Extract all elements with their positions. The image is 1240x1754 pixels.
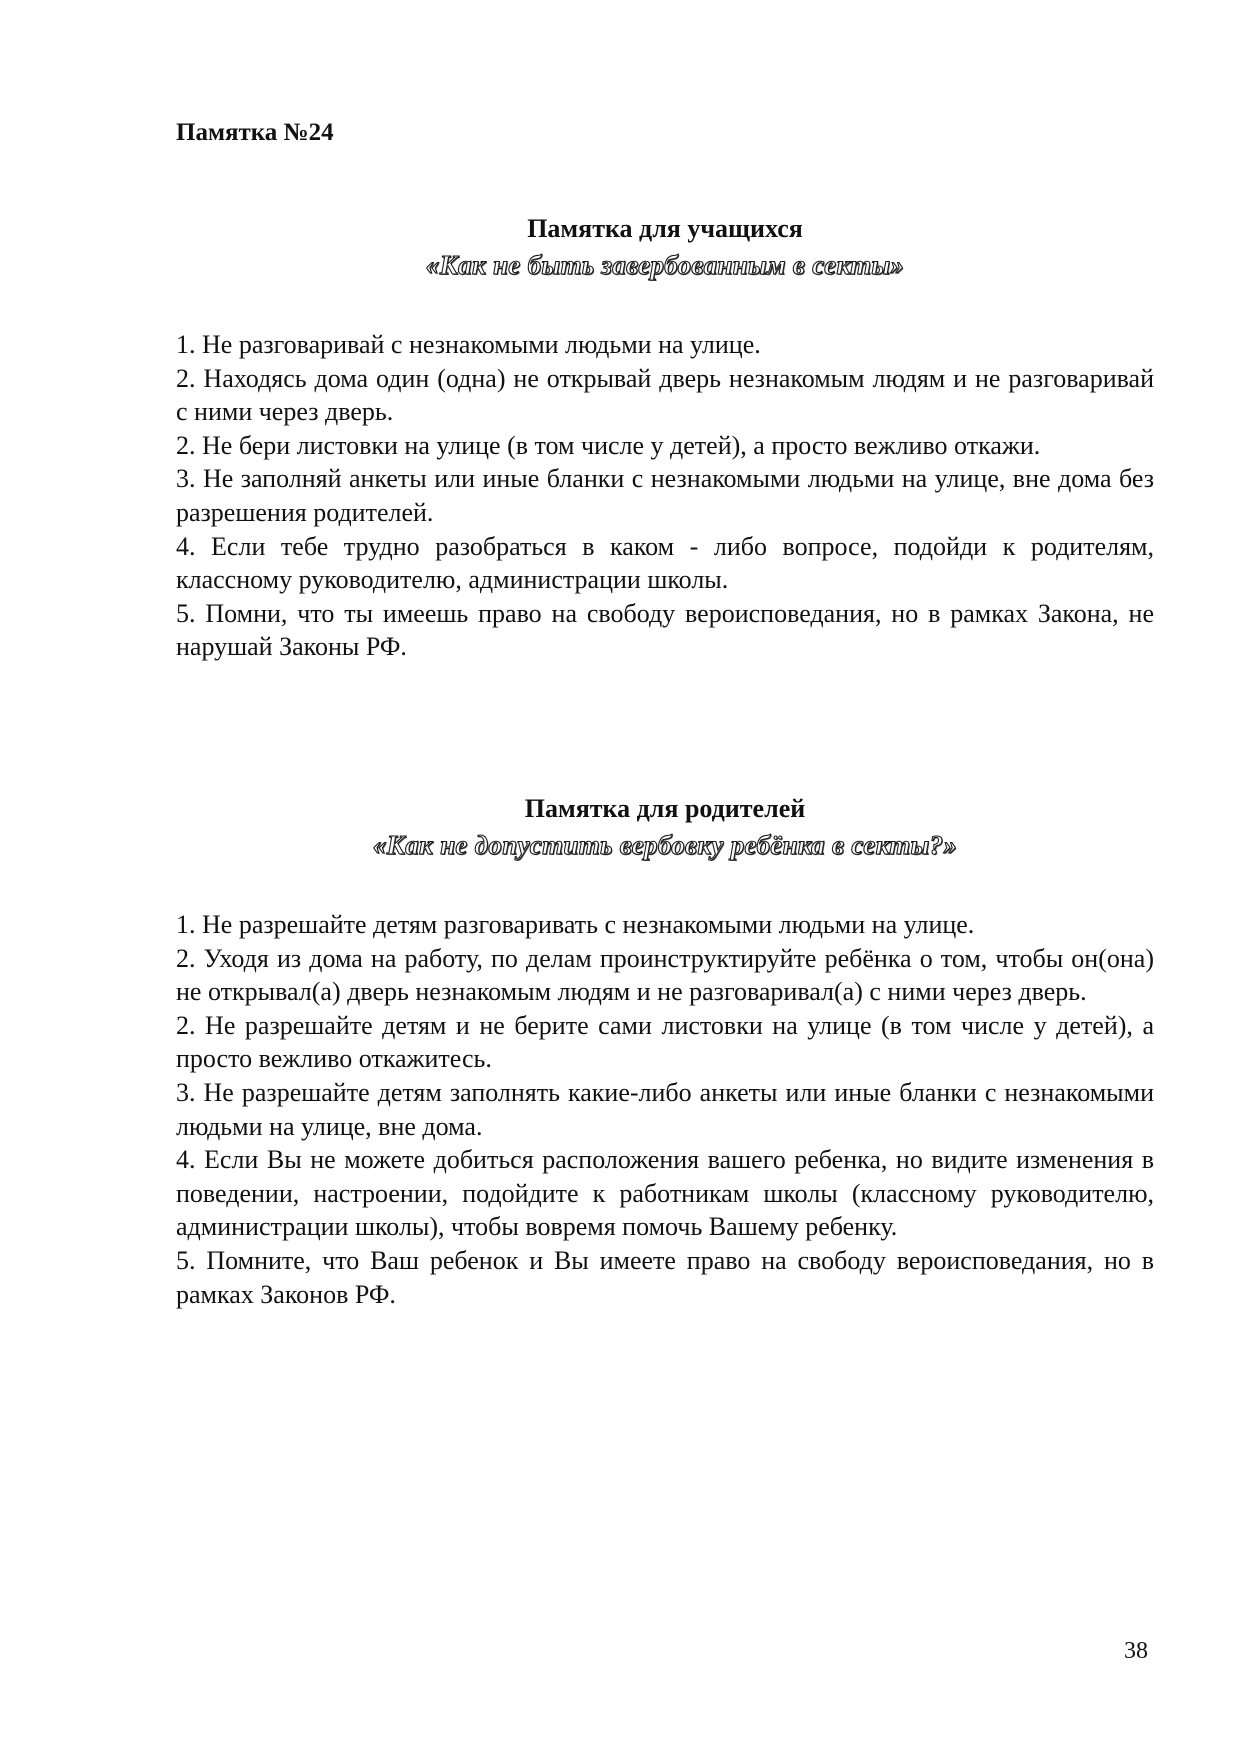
parents-memo-subtitle: «Как не допустить вербовку ребёнка в секты?» (372, 830, 958, 860)
students-memo-subtitle: «Как не быть завербованным в секты» (425, 250, 905, 280)
page-number: 38 (1124, 1638, 1148, 1664)
list-item: 1. Не разрешайте детям разговаривать с незнакомыми людьми на улице. (176, 910, 975, 939)
students-memo-list (176, 328, 1154, 664)
parents-memo-list (176, 908, 1154, 1311)
parents-memo-title: Памятка для родителей (524, 794, 806, 823)
list-item: 1. Не разговаривай с незнакомыми людьми на улице. (176, 330, 761, 359)
memo-number-heading: Памятка №24 (176, 119, 334, 146)
list-item: 2. Не бери листовки на улице (в том числе у детей), а просто вежливо откажи. (176, 430, 1041, 460)
list-item: 5. Помни, что ты имеешь право на свободу вероисповедания, но в рамках Закона, не нарушай Законы РФ. (176, 598, 1154, 662)
list-item: 3. Не заполняй анкеты или иные бланки с незнакомыми людьми на улице, вне дома без разрешения родителей. (176, 464, 1154, 527)
list-item: 4. Если Вы не можете добиться расположения вашего ребенка, но видите изменения в поведении, настроении, подойдите к работникам школы (классному руководителю, администрации школы), чтобы вовремя помочь Вашему ребенку. (176, 1145, 1154, 1242)
list-item: 2. Находясь дома один (одна) не открывай дверь незнакомым людям и не разговаривай с ними через дверь. (176, 363, 1154, 427)
list-item: 3. Не разрешайте детям заполнять какие-либо анкеты или иные бланки с незнакомыми людьми на улице, вне дома. (176, 1077, 1154, 1141)
list-item: 5. Помните, что Ваш ребенок и Вы имеете право на свободу вероисповедания, но в рамках Законов РФ. (176, 1245, 1154, 1309)
list-item: 4. Если тебе трудно разобраться в каком - либо вопросе, подойди к родителям, классному руководителю, администрации школы. (176, 531, 1154, 595)
students-memo-section (176, 212, 1154, 664)
list-item: 2. Уходя из дома на работу, по делам проинструктируйте ребёнка о том, чтобы он(она) не открывал(а) дверь незнакомым людям и не разговаривал(а) с ними через дверь. (176, 943, 1154, 1007)
students-memo-title: Памятка для учащихся (527, 214, 803, 243)
list-item: 2. Не разрешайте детям и не берите сами листовки на улице (в том числе у детей), а просто вежливо откажитесь. (176, 1010, 1154, 1074)
parents-memo-section (176, 792, 1154, 1311)
